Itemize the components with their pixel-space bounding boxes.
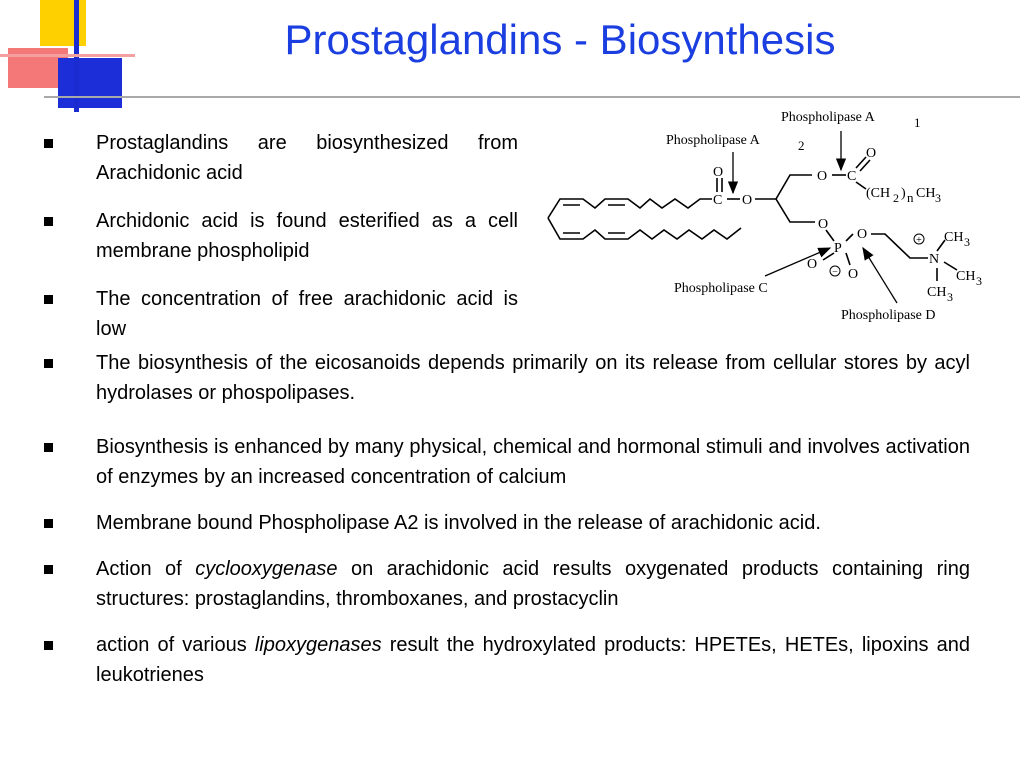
positive-charge-sign: + (916, 235, 922, 246)
label-phospholipase-c: Phospholipase C (674, 281, 768, 296)
atom-oxygen: O (866, 146, 877, 161)
list-item: Action of cyclooxygenase on arachidonic acid results oxygenated products containing ring structures: prostaglandins, thromboxanes, and prostacyclin (44, 554, 970, 614)
chain-close: ) (901, 186, 906, 201)
deco-horizontal-line (0, 54, 135, 57)
list-item: action of various lipoxygenases result the hydroxylated products: HPETEs, HETEs, lipoxins and leukotrienes (44, 630, 970, 690)
chain-n: n (907, 190, 914, 205)
label-a2-subscript: 2 (798, 138, 805, 153)
atom-oxygen: O (713, 165, 724, 180)
chain-open: (CH (866, 186, 891, 201)
phosphate-bond (846, 234, 853, 241)
square-bullet-icon (44, 359, 53, 368)
corner-decoration (0, 0, 140, 120)
atom-carbon: C (713, 193, 723, 208)
arrow-phospholipase-d (863, 248, 897, 303)
arrow-phospholipase-c (765, 248, 830, 276)
bottom-bullet-list (44, 348, 970, 706)
chain-subscript-3: 3 (935, 191, 941, 205)
enzyme-name: lipoxygenases (254, 634, 382, 656)
square-bullet-icon (44, 443, 53, 452)
label-phospholipase-a2: Phospholipase A (666, 133, 760, 148)
list-item: Biosynthesis is enhanced by many physical, chemical and hormonal stimuli and involves activation of enzymes by an increased concentration of calcium (44, 432, 970, 492)
chain-ch: CH (916, 186, 936, 201)
atom-oxygen: O (742, 193, 753, 208)
page-title: Prostaglandins - Biosynthesis (284, 16, 836, 63)
deco-blue-square (58, 58, 122, 108)
methyl-subscript: 3 (964, 235, 970, 249)
phosphate-bond (823, 253, 834, 260)
methyl-group: CH (956, 269, 976, 284)
phosphate-bond (846, 253, 850, 265)
square-bullet-icon (44, 217, 53, 226)
square-bullet-icon (44, 295, 53, 304)
label-a1-subscript: 1 (914, 115, 921, 130)
chain-subscript: 2 (893, 191, 899, 205)
list-item: The biosynthesis of the eicosanoids depends primarily on its release from cellular stores by acyl hydrolases or phospolipases. (44, 348, 970, 408)
square-bullet-icon (44, 519, 53, 528)
enzyme-name: cyclooxygenase (195, 558, 338, 580)
title-divider (44, 96, 1020, 98)
deco-yellow-square (40, 0, 86, 46)
atom-nitrogen: N (929, 252, 940, 267)
methyl-group: CH (944, 230, 964, 245)
square-bullet-icon (44, 641, 53, 650)
methyl-subscript: 3 (976, 274, 982, 288)
top-bullet-list (44, 128, 518, 362)
glycerol-bond (776, 199, 815, 222)
atom-oxygen: O (818, 217, 829, 232)
atom-oxygen: O (857, 227, 868, 242)
atom-oxygen: O (848, 267, 859, 282)
methyl-subscript: 3 (947, 290, 953, 304)
list-item: The concentration of free arachidonic acid is low (44, 284, 518, 344)
negative-charge-sign: − (832, 267, 838, 278)
square-bullet-icon (44, 565, 53, 574)
label-phospholipase-d: Phospholipase D (841, 308, 936, 323)
atom-carbon: C (847, 169, 857, 184)
chain-bond (548, 218, 741, 239)
atom-oxygen: O (817, 169, 828, 184)
list-item: Prostaglandins are biosynthesized from Arachidonic acid (44, 128, 518, 188)
square-bullet-icon (44, 139, 53, 148)
list-item: Membrane bound Phospholipase A2 is involved in the release of arachidonic acid. (44, 508, 970, 538)
phospholipid-structure-diagram (536, 100, 1006, 330)
methyl-group: CH (927, 285, 947, 300)
glycerol-bond (776, 175, 812, 199)
chain-bond (548, 199, 712, 218)
atom-phosphorus: P (834, 241, 842, 256)
chain-bond (856, 182, 866, 189)
atom-oxygen: O (807, 257, 818, 272)
label-phospholipase-a1: Phospholipase A (781, 110, 875, 125)
list-item: Archidonic acid is found esterified as a cell membrane phospholipid (44, 206, 518, 266)
